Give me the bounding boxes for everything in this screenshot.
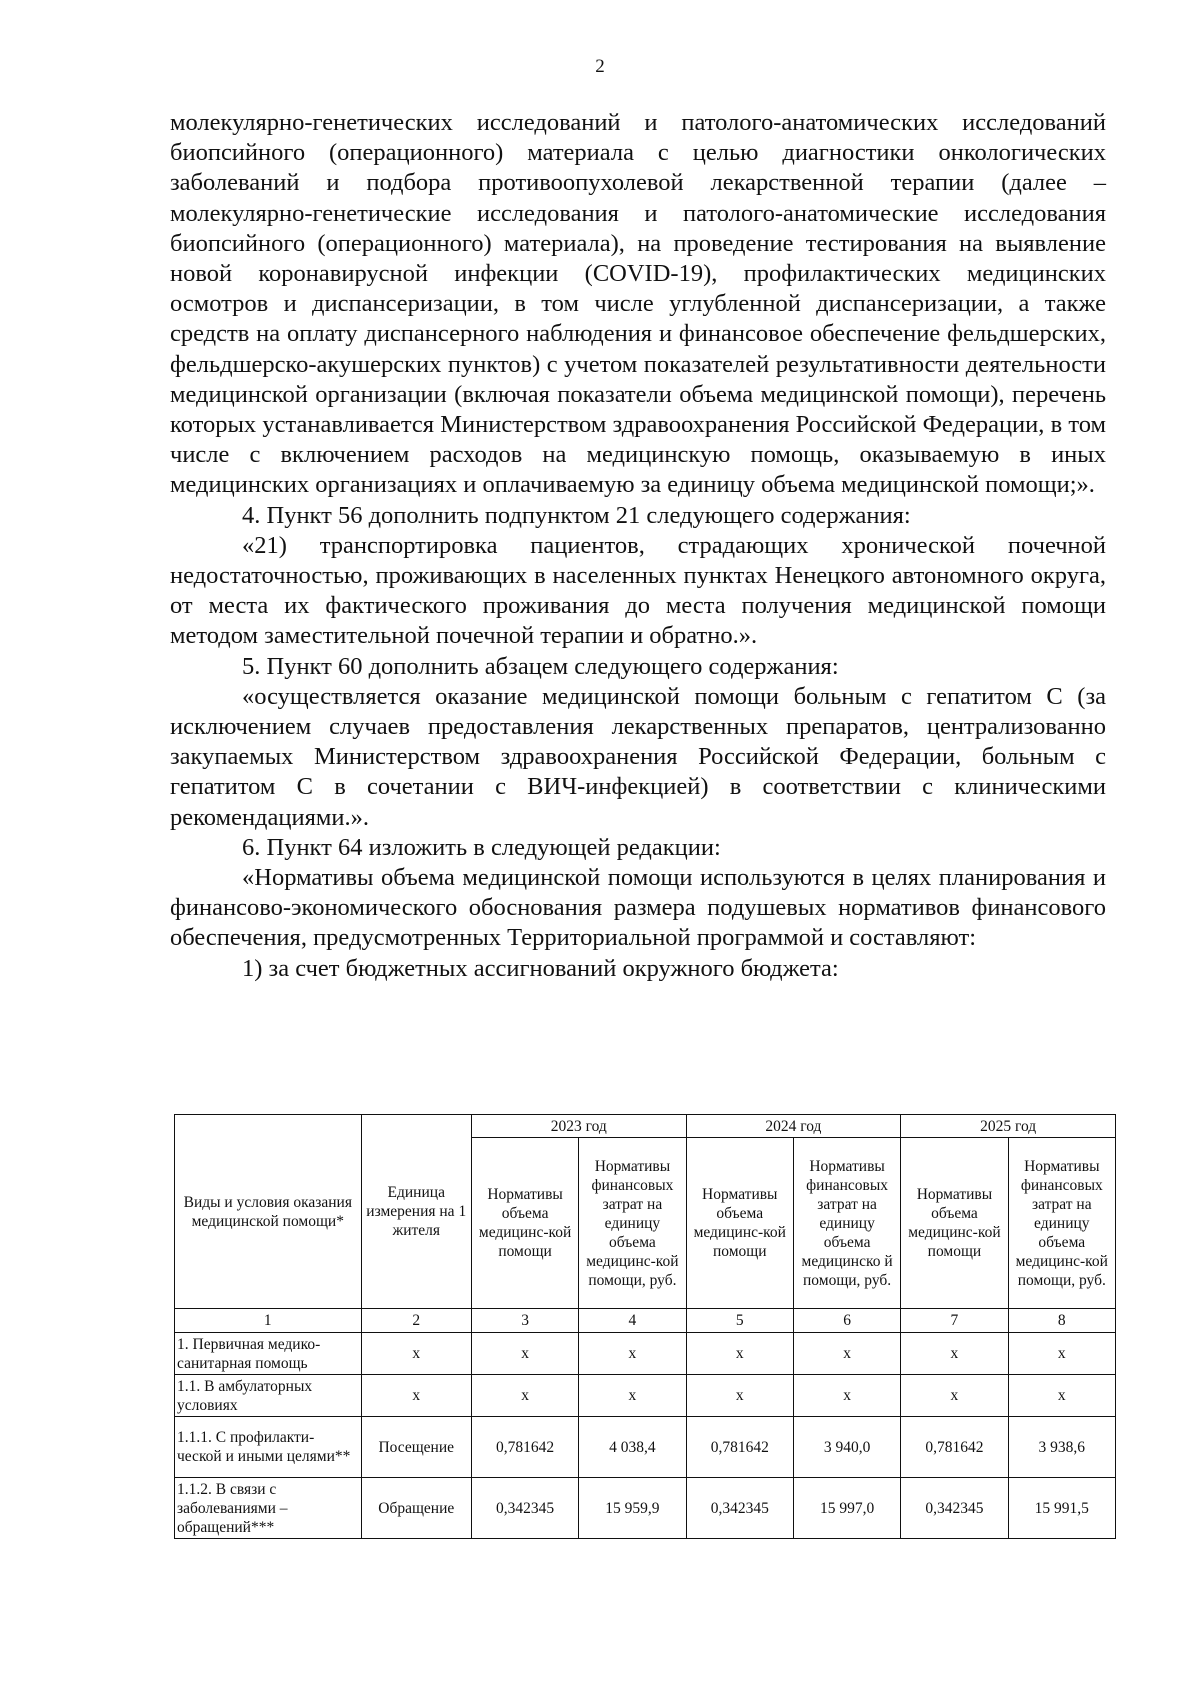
paragraph: «осуществляется оказание медицинской помощи больным с гепатитом С (за исключением случаев предоставления лекарственных препаратов, централизованно закупаемых Министерством здравоохранения Российской Федерации, больным с гепатитом С в сочетании с ВИЧ-инфекцией) в соответствии с клиническими рекомендациями.». [170,682,1106,831]
table-cell: х [1008,1375,1115,1417]
col-header-kind: Виды и условия оказания медицинской помощи* [175,1115,362,1309]
norms-table [174,1114,1116,1539]
table-cell: х [361,1375,471,1417]
table-cell: 3 940,0 [793,1417,900,1478]
paragraph: 5. Пункт 60 дополнить абзацем следующего содержания: [242,652,839,680]
table-cell: 0,342345 [901,1478,1008,1539]
paragraph: 4. Пункт 56 дополнить подпунктом 21 следующего содержания: [242,501,911,529]
sub-header: Нормативы объема медицинс-кой помощи [686,1138,793,1309]
table-cell: х [686,1375,793,1417]
table-cell: 4 038,4 [579,1417,686,1478]
table-cell: х [471,1333,578,1375]
table-cell: 0,781642 [901,1417,1008,1478]
col-header-unit: Единица измерения на 1 жителя [361,1115,471,1309]
sub-header: Нормативы объема медицинс-кой помощи [471,1138,578,1309]
table-cell: 1. Первичная медико-санитарная помощь [175,1333,362,1375]
sub-header: Нормативы финансовых затрат на единицу объема медицинско й помощи, руб. [793,1138,900,1309]
page-number: 2 [595,56,605,77]
column-number: 8 [1008,1309,1115,1333]
table-cell: 0,342345 [686,1478,793,1539]
year-header: 2024 год [686,1115,901,1138]
table-cell: Посещение [361,1417,471,1478]
column-number-row [175,1309,1116,1333]
table-cell: х [471,1375,578,1417]
year-header: 2025 год [901,1115,1116,1138]
table-cell: 1.1.2. В связи с заболеваниями – обращений*** [175,1478,362,1539]
table-cell: х [686,1333,793,1375]
paragraph: 1) за счет бюджетных ассигнований окружного бюджета: [242,954,839,982]
year-header: 2023 год [471,1115,686,1138]
sub-header: Нормативы финансовых затрат на единицу объема медицинс-кой помощи, руб. [1008,1138,1115,1309]
sub-header: Нормативы объема медицинс-кой помощи [901,1138,1008,1309]
table-row [175,1417,1116,1478]
table-cell: х [901,1333,1008,1375]
paragraph: «Нормативы объема медицинской помощи используются в целях планирования и финансово-экономического обоснования размера подушевых нормативов финансового обеспечения, предусмотренных Территориальной программой и составляют: [170,864,1106,952]
paragraph: 6. Пункт 64 изложить в следующей редакции: [242,833,721,861]
table-cell: 0,342345 [471,1478,578,1539]
table-cell: х [793,1375,900,1417]
table-cell: х [793,1333,900,1375]
table-cell: 15 997,0 [793,1478,900,1539]
table-cell: 3 938,6 [1008,1417,1115,1478]
table-row [175,1333,1116,1375]
table-cell: х [579,1375,686,1417]
column-number: 5 [686,1309,793,1333]
table-row [175,1478,1116,1539]
table-cell: х [1008,1333,1115,1375]
column-number: 4 [579,1309,686,1333]
column-number: 1 [175,1309,362,1333]
table-cell: 15 991,5 [1008,1478,1115,1539]
sub-header: Нормативы финансовых затрат на единицу объема медицинс-кой помощи, руб. [579,1138,686,1309]
table-row [175,1375,1116,1417]
table-cell: 1.1.1. С профилакти-ческой и иными целями** [175,1417,362,1478]
column-number: 2 [361,1309,471,1333]
table-cell: х [361,1333,471,1375]
paragraph: «21) транспортировка пациентов, страдающих хронической почечной недостаточностью, проживающих в населенных пунктах Ненецкого автономного округа, от места их фактического проживания до места получения медицинской помощи методом заместительной почечной терапии и обратно.». [170,531,1106,650]
table-cell: х [579,1333,686,1375]
table-cell: 1.1. В амбулаторных условиях [175,1375,362,1417]
table-cell: 15 959,9 [579,1478,686,1539]
document-body [170,108,1106,984]
table-cell: 0,781642 [686,1417,793,1478]
column-number: 3 [471,1309,578,1333]
table-cell: х [901,1375,1008,1417]
paragraph: молекулярно-генетических исследований и патолого-анатомических исследований биопсийного (операционного) материала с целью диагностики онкологических заболеваний и подбора противоопухолевой лекарственной терапии (далее – молекулярно-генетические исследования и патолого-анатомические исследования биопсийного (операционного) материала), на проведение тестирования на выявление новой коронавирусной инфекции (COVID-19), профилактических медицинских осмотров и диспансеризации, в том числе углубленной диспансеризации, а также средств на оплату диспансерного наблюдения и финансовое обеспечение фельдшерских, фельдшерско-акушерских пунктов) с учетом показателей результативности деятельности медицинской организации (включая показатели объема медицинской помощи), перечень которых устанавливается Министерством здравоохранения Российской Федерации, в том числе с включением расходов на медицинскую помощь, оказываемую в иных медицинских организациях и оплачиваемую за единицу объема медицинской помощи;». [170,109,1106,499]
column-number: 6 [793,1309,900,1333]
column-number: 7 [901,1309,1008,1333]
table-cell: Обращение [361,1478,471,1539]
table-cell: 0,781642 [471,1417,578,1478]
